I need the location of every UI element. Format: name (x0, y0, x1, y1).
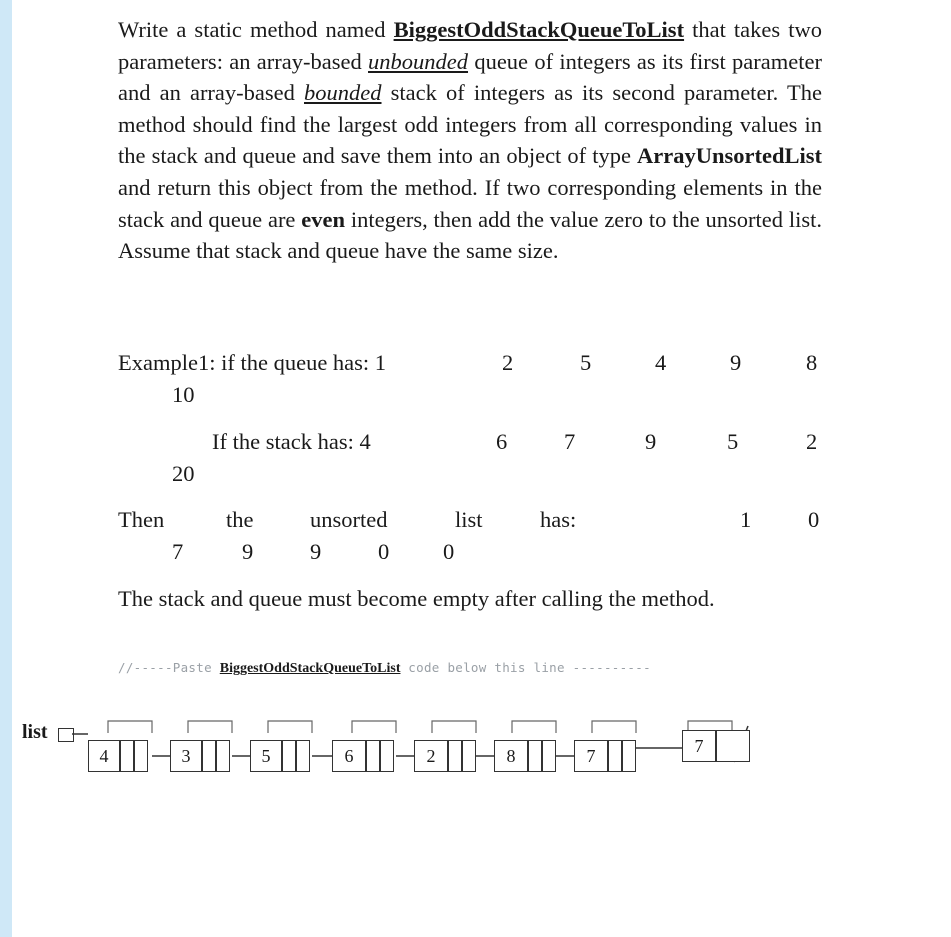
list-node-pointer (202, 740, 216, 772)
result-word: list (455, 507, 483, 532)
question-part: queue of integers as its first parameter and an array-based (118, 48, 822, 106)
question-part: integers, then add the value zero to the unsorted list. Assume that stack and queue have the same size. (118, 206, 822, 264)
list-node-pointer (134, 740, 148, 772)
list-node-value: 7 (574, 740, 608, 772)
list-node-null-pointer (716, 730, 750, 762)
queue-value: 9 (730, 350, 742, 375)
queue-value: 8 (806, 350, 818, 375)
unbounded-word: unbounded (368, 48, 469, 74)
result-word: Then (118, 507, 165, 532)
queue-label: Example1: if the queue has: 1 (118, 350, 387, 375)
list-node-pointer (448, 740, 462, 772)
question-part: and return this object from the method. If two corresponding elements in the stack and queue are (118, 174, 822, 232)
list-node-pointer (608, 740, 622, 772)
closing-text: The stack and queue must become empty after calling the method. (118, 586, 715, 611)
list-node-value: 6 (332, 740, 366, 772)
stack-value: 5 (727, 429, 739, 454)
result-word: has: (540, 507, 577, 532)
result-value: 0 (443, 539, 455, 564)
result-word: unsorted (310, 507, 388, 532)
list-node-value: 4 (88, 740, 120, 772)
stack-label: If the stack has: 4 (212, 429, 371, 454)
list-label: list (22, 721, 48, 743)
result-value: 9 (310, 539, 322, 564)
queue-value-wrapped: 10 (172, 382, 195, 407)
list-node-value: 2 (414, 740, 448, 772)
list-type-name: ArrayUnsortedList (637, 143, 822, 169)
even-word: even (301, 206, 346, 232)
list-node-value: 3 (170, 740, 202, 772)
result-word: the (226, 507, 254, 532)
stack-value-wrapped: 20 (172, 461, 195, 486)
list-node-value: 5 (250, 740, 282, 772)
list-head-pointer (58, 728, 74, 742)
list-node-pointer (216, 740, 230, 772)
list-node-pointer (366, 740, 380, 772)
question-part: that takes two parameters: an array-based (118, 17, 822, 74)
list-node-pointer (462, 740, 476, 772)
list-node-pointer (528, 740, 542, 772)
list-node-pointer (542, 740, 556, 772)
bounded-word: bounded (304, 80, 382, 106)
result-value: 0 (378, 539, 390, 564)
list-node-value: 7 (682, 730, 716, 762)
result-value: 0 (808, 507, 820, 532)
paste-method-name: BiggestOddStackQueueToList (219, 661, 401, 676)
queue-value: 2 (502, 350, 514, 375)
stack-value: 7 (564, 429, 576, 454)
question-part: Write a static method named (118, 17, 394, 42)
list-node-pointer (282, 740, 296, 772)
queue-value: 4 (655, 350, 667, 375)
stack-value: 6 (496, 429, 508, 454)
paste-prefix: //-----Paste (118, 660, 220, 675)
stack-value: 2 (806, 429, 818, 454)
method-name: BiggestOddStackQueueToList (393, 17, 685, 42)
list-node-value: 8 (494, 740, 528, 772)
question-part: stack of integers as its second parameter. The method should find the largest odd integers from all corresponding values in the stack and queue and save them into an object of type (118, 80, 822, 169)
result-value: 9 (242, 539, 254, 564)
list-node-pointer (120, 740, 134, 772)
paste-suffix: code below this line ---------- (400, 660, 651, 675)
queue-value: 5 (580, 350, 592, 375)
list-node-pointer (622, 740, 636, 772)
list-node-pointer (380, 740, 394, 772)
stack-value: 9 (645, 429, 657, 454)
list-node-pointer (296, 740, 310, 772)
result-value: 7 (172, 539, 184, 564)
result-value: 1 (740, 507, 752, 532)
